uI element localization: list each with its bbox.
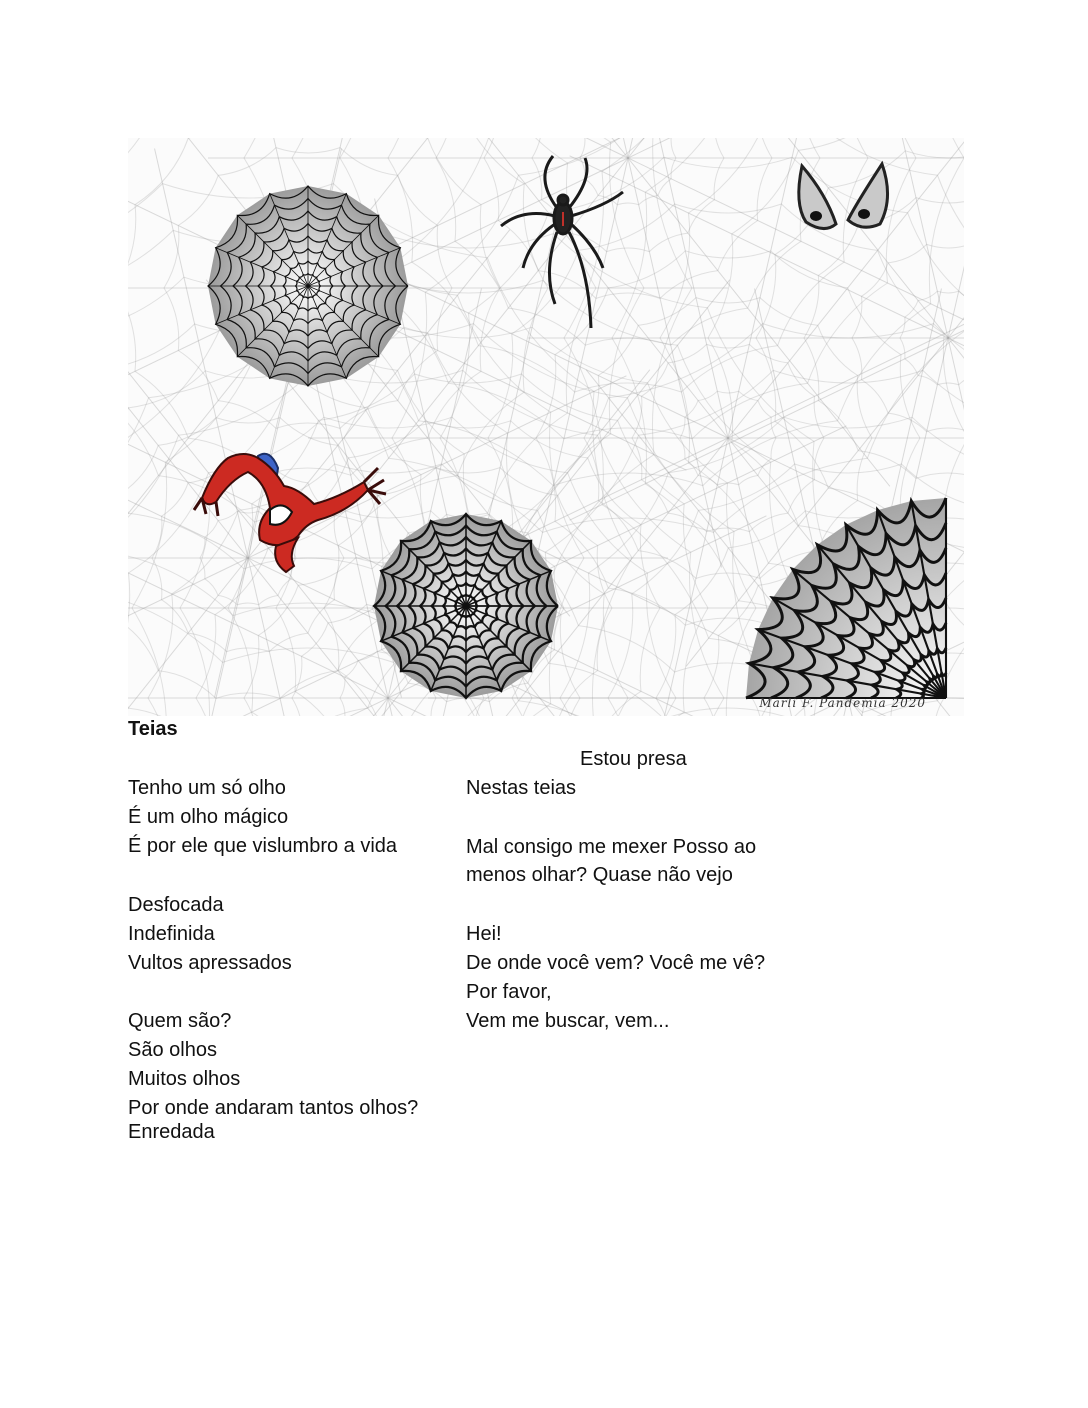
poem-line-right-8: Vem me buscar, vem... <box>466 1010 670 1032</box>
poem-line-right-3: Mal consigo me mexer Posso ao <box>466 836 757 858</box>
poem-line-left-1: Tenho um só olho <box>128 777 286 799</box>
poem-line-right-5: Hei! <box>466 923 502 945</box>
poem-line-left-10: Por onde andaram tantos olhos? <box>128 1097 419 1119</box>
poem-line-left-2: É um olho mágico <box>128 806 289 828</box>
poem-line-right-2: Nestas teias <box>466 777 577 799</box>
poem-line-right-6: De onde você vem? Você me vê? <box>466 952 766 974</box>
web-illustration <box>128 138 964 716</box>
spiderweb-bottom-right <box>746 498 946 698</box>
spiderweb-top-left <box>208 186 408 386</box>
artist-signature: Marli F. Pandemia 2020 <box>759 696 926 710</box>
poem-line-left-5: Indefinida <box>128 923 215 945</box>
spiderweb-center-bottom <box>374 514 558 698</box>
poem-line-left-3: É por ele que vislumbro a vida <box>128 835 398 857</box>
poem-title: Teias <box>128 718 178 740</box>
poem-line-left-6: Vultos apressados <box>128 952 292 974</box>
poem-line-left-7: Quem são? <box>128 1010 232 1032</box>
poem-line-left-9: Muitos olhos <box>128 1068 241 1090</box>
poem-line-right-7: Por favor, <box>466 981 552 1003</box>
poem-line-right-4: menos olhar? Quase não vejo <box>466 864 733 886</box>
poem-line-left-11: Enredada <box>128 1121 215 1143</box>
poem-line-left-8: São olhos <box>128 1039 217 1061</box>
web-drawing <box>128 138 964 716</box>
poem-line-right-1: Estou presa <box>580 748 687 770</box>
poem-line-left-4: Desfocada <box>128 894 224 916</box>
